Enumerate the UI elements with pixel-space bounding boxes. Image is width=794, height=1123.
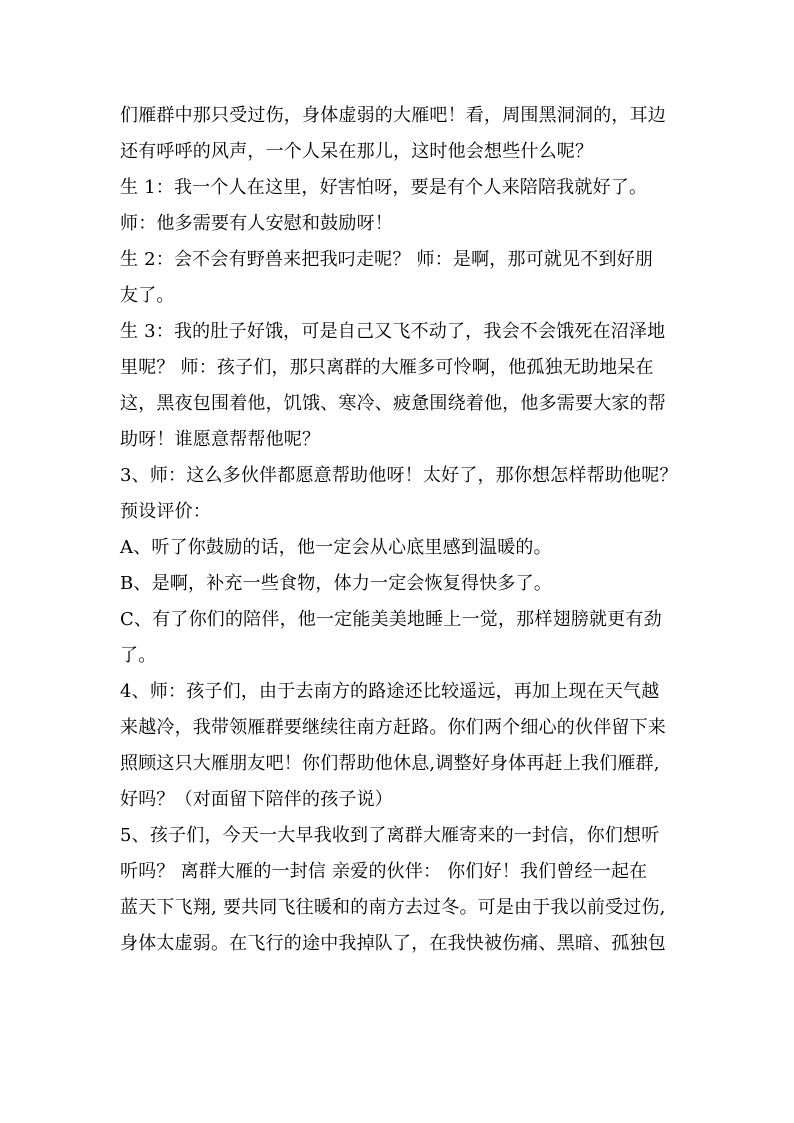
text-line: 助呀！谁愿意帮帮他呢？ bbox=[120, 429, 321, 450]
text-line: 这，黑夜包围着他，饥饿、寒冷、疲惫围绕着他，他多需要大家的帮 bbox=[120, 393, 666, 414]
text-line: 来越冷，我带领雁群要继续往南方赶路。你们两个细心的伙伴留下来 bbox=[120, 717, 666, 738]
text-line: B、是啊，补充一些食物，体力一定会恢复得快多了。 bbox=[120, 573, 553, 594]
text-line: 生 1：我一个人在这里，好害怕呀，要是有个人来陪陪我就好了。 bbox=[120, 177, 648, 198]
text-line: 生 3：我的肚子好饿，可是自己又飞不动了，我会不会饿死在沼泽地 bbox=[120, 321, 666, 342]
text-line: 听吗？ 离群大雁的一封信 亲爱的伙伴： 你们好！我们曾经一起在 bbox=[120, 861, 648, 882]
text-line: 蓝天下飞翔, 要共同飞往暖和的南方去过冬。可是由于我以前受过伤, bbox=[120, 897, 666, 918]
text-line: 身体太虚弱。在飞行的途中我掉队了，在我快被伤痛、黑暗、孤独包 bbox=[120, 933, 666, 954]
text-line: 好吗？（对面留下陪伴的孩子说） bbox=[120, 789, 393, 810]
text-line: 师：他多需要有人安慰和鼓励呀！ bbox=[120, 213, 393, 234]
text-line: 还有呼呼的风声，一个人呆在那儿，这时他会想些什么呢？ bbox=[120, 141, 594, 162]
text-line: 生 2：会不会有野兽来把我叼走呢？ 师：是啊，那可就见不到好朋 bbox=[120, 249, 654, 270]
text-line: 里呢？ 师：孩子们，那只离群的大雁多可怜啊，他孤独无助地呆在 bbox=[120, 357, 654, 378]
document-body bbox=[120, 98, 690, 962]
text-line: 照顾这只大雁朋友吧！你们帮助他休息,调整好身体再赶上我们雁群, bbox=[120, 753, 660, 774]
text-line: 们雁群中那只受过伤，身体虚弱的大雁吧！看，周围黑洞洞的，耳边 bbox=[120, 105, 666, 126]
text-line: 4、师：孩子们，由于去南方的路途还比较遥远，再加上现在天气越 bbox=[120, 681, 660, 702]
text-line: 了。 bbox=[120, 645, 157, 666]
text-line: 预设评价： bbox=[120, 501, 211, 522]
text-line: C、有了你们的陪伴，他一定能美美地睡上一觉，那样翅膀就更有劲 bbox=[120, 609, 662, 630]
text-line: A、听了你鼓励的话，他一定会从心底里感到温暖的。 bbox=[120, 537, 552, 558]
text-line: 友了。 bbox=[120, 285, 175, 306]
text-line: 3、师：这么多伙伴都愿意帮助他呀！太好了，那你想怎样帮助他呢？ bbox=[120, 465, 678, 486]
text-line: 5、孩子们，今天一大早我收到了离群大雁寄来的一封信，你们想听 bbox=[120, 825, 660, 846]
